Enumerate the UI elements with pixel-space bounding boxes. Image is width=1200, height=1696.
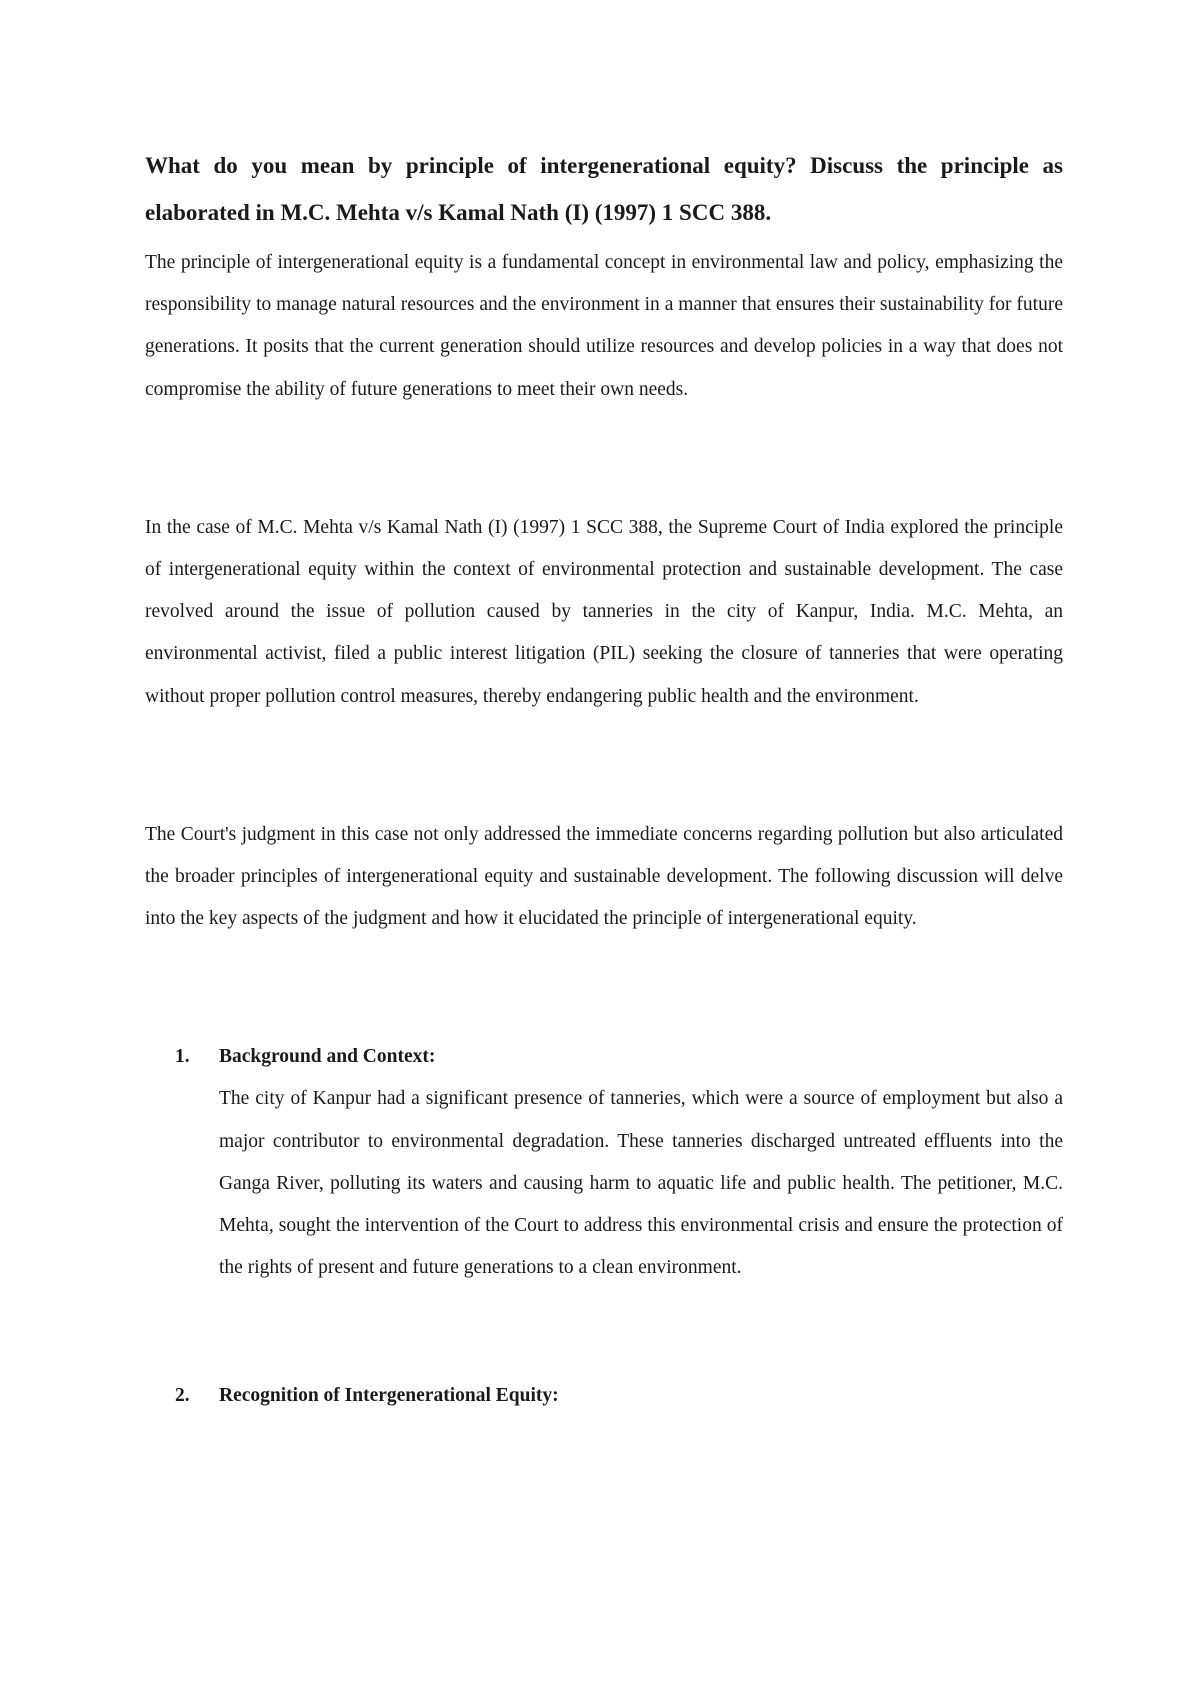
section-spacer bbox=[145, 1289, 1063, 1375]
section-item bbox=[145, 1036, 1063, 1289]
section-heading-text: Background and Context: bbox=[219, 1046, 436, 1068]
paragraph-judgment: The Court's judgment in this case not only addressed the immediate concerns regarding pollution but also articulated the broader principles of intergenerational equity and sustainable development. The following discussion will delve into the key aspects of the judgment and how it elucidated the principle of intergenerational equity. bbox=[145, 823, 1063, 930]
paragraph-spacer bbox=[145, 411, 1063, 507]
section-heading bbox=[175, 1375, 1063, 1417]
numbered-sections bbox=[145, 1036, 1063, 1417]
document-body bbox=[145, 142, 1063, 1417]
paragraph-intro: The principle of intergenerational equity is a fundamental concept in environmental law and policy, emphasizing the responsibility to manage natural resources and the environment in a manner that ensures their sustainability for future generations. It posits that the current generation should utilize resources and develop policies in a way that does not compromise the ability of future generations to meet their own needs. bbox=[145, 252, 1063, 400]
section-body: The city of Kanpur had a significant presence of tanneries, which were a source of employment but also a major contributor to environmental degradation. These tanneries discharged untreated effluents into the Ganga River, polluting its waters and causing harm to aquatic life and public health. The petitioner, M.C. Mehta, sought the intervention of the Court to address this environmental crisis and ensure the protection of the rights of present and future generations to a clean environment. bbox=[219, 1088, 1063, 1279]
section-number: 2. bbox=[175, 1385, 190, 1407]
paragraph-case: In the case of M.C. Mehta v/s Kamal Nath (I) (1997) 1 SCC 388, the Supreme Court of India explored the principle of intergenerational equity within the context of environmental protection and sustainable development. The case revolved around the issue of pollution caused by tanneries in the city of Kanpur, India. M.C. Mehta, an environmental activist, filed a public interest litigation (PIL) seeking the closure of tanneries that were operating without proper pollution control measures, thereby endangering public health and the environment. bbox=[145, 516, 1063, 707]
section-number: 1. bbox=[175, 1046, 190, 1068]
section-heading-text: Recognition of Intergenerational Equity: bbox=[219, 1385, 559, 1407]
document-title: What do you mean by principle of intergenerational equity? Discuss the principle as elaborated in M.C. Mehta v/s Kamal Nath (I) (1997) 1 SCC 388. bbox=[145, 153, 1063, 225]
section-heading bbox=[175, 1036, 1063, 1078]
section-item bbox=[145, 1375, 1063, 1417]
paragraph-spacer bbox=[145, 940, 1063, 1036]
paragraph-spacer bbox=[145, 718, 1063, 814]
